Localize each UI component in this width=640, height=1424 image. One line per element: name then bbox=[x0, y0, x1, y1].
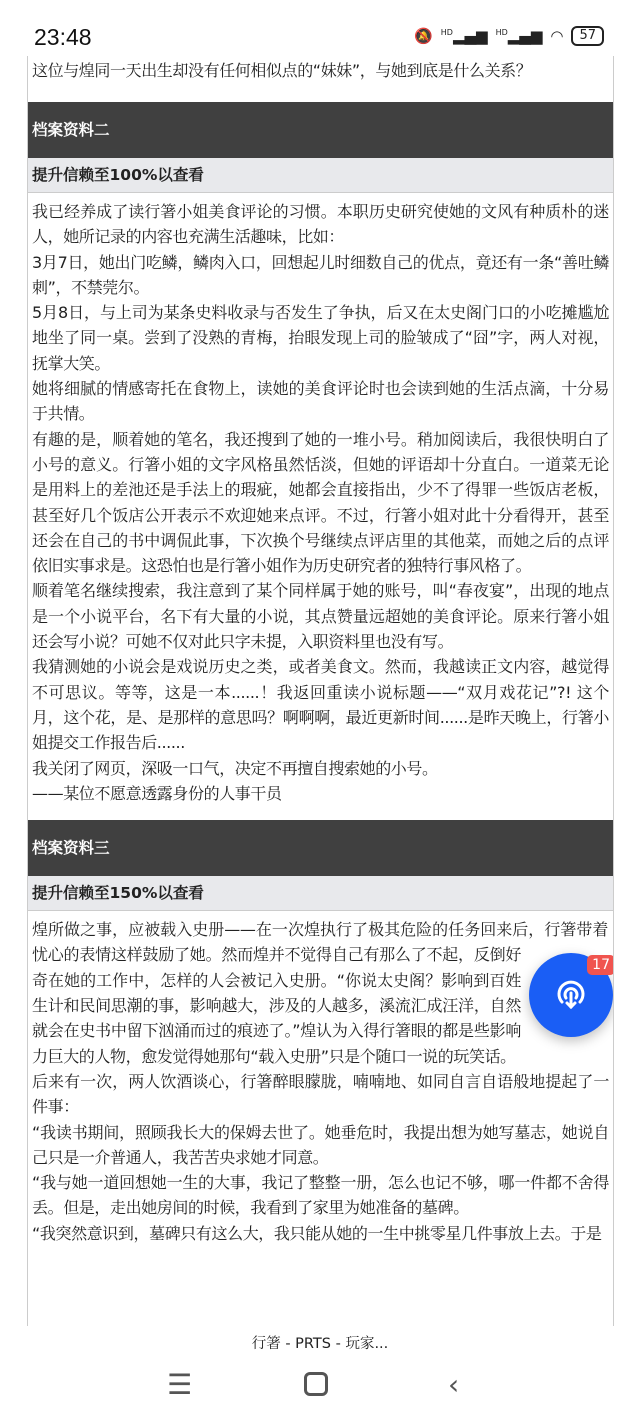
paragraph: 顺着笔名继续搜索，我注意到了某个同样属于她的账号，叫“春夜宴”，出现的地点是一个小说平台，名下有大量的小说，其点赞量远超她的美食评论。原来行箸小姐还会写小说？可她不仅对此只字未提，入职资料里也没有写。 bbox=[32, 581, 609, 652]
wifi-icon: ◠ bbox=[550, 27, 564, 45]
article-content[interactable] bbox=[27, 56, 614, 1326]
unlock-condition: 提升信赖至100%以查看 bbox=[28, 158, 613, 193]
paragraph: 后来有一次，两人饮酒谈心，行箸醉眼朦胧，喃喃地、如同自言自语般地提起了一件事： bbox=[32, 1071, 609, 1117]
home-icon[interactable] bbox=[304, 1372, 328, 1396]
section-header: 档案资料三 bbox=[28, 820, 613, 876]
paragraph: 3月7日，她出门吃鳞，鳞肉入口，回想起儿时细数自己的优点，竟还有一条“善吐鳞刺”，不禁莞尔。 bbox=[32, 252, 609, 297]
battery-icon: 57 bbox=[571, 26, 604, 46]
paragraph: 我猜测她的小说会是戏说历史之类，或者美食文。然而，我越读正文内容，越觉得不可思议。等等，这是一本......！我返回重读小说标题——“双月戏花记”?! 这个月，这个花，是、是那样的意思吗？啊啊啊，最近更新时间......是昨天晚上，行箸小姐提交工作报告后...... bbox=[32, 657, 609, 753]
section-body bbox=[28, 911, 613, 1260]
menu-icon[interactable]: ☰ bbox=[167, 1368, 193, 1401]
navigation-bar bbox=[0, 1368, 640, 1408]
paragraph: “我与她一道回想她一生的大事，我记了整整一册，怎么也记不够，哪一件都不舍得丢。但是，走出她房间的时候，我看到了家里为她准备的墓碑。 bbox=[32, 1173, 609, 1218]
page-title-bar[interactable]: 行箸 - PRTS - 玩家... bbox=[251, 1336, 389, 1352]
paragraph: 我已经养成了读行箸小姐美食评论的习惯。本职历史研究使她的文风有种质朴的迷人，她所记录的内容也充满生活趣味，比如： bbox=[32, 202, 609, 247]
mute-icon: 🔕 bbox=[414, 27, 433, 45]
paragraph: 5月8日，与上司为某条史料收录与否发生了争执，后又在太史阁门口的小吃摊尴尬地坐了同一桌。尝到了没熟的青梅，抬眼发现上司的脸皱成了“囧”字，两人对视，抚掌大笑。 bbox=[32, 303, 609, 373]
signal-icon-2: $^{HD}$▂▄▆ bbox=[495, 27, 543, 45]
section-profile-2 bbox=[28, 102, 613, 820]
paragraph: 煌所做之事，应被载入史册——在一次煌执行了极其危险的任务回来后，行箸带着忧心的表情这样鼓励了她。然而煌并不觉得自己有那么了不起，反倒好奇在她的工作中，怎样的人会被记入史册。“你说太史阁？影响到百姓生计和民间思潮的事，影响越大，涉及的人越多，溪流汇成汪洋，自然就会在史书中留下汹涌而过的痕迹了。”煌认为入得行箸眼的都是些影响力巨大的人物，愈发觉得她那句“载入史册”只是个随口一说的玩笑话。 bbox=[32, 920, 608, 1066]
back-icon[interactable]: ‹ bbox=[448, 1368, 460, 1401]
paragraph: “我突然意识到，墓碑只有这么大，我只能从她的一生中挑零星几件事放上去。于是 bbox=[32, 1223, 602, 1243]
paragraph: 我关闭了网页，深吸一口气，决定不再擅自搜索她的小号。 bbox=[32, 758, 438, 778]
status-bar bbox=[0, 0, 640, 56]
clock: 23:48 bbox=[34, 24, 92, 50]
paragraph: ——某位不愿意透露身份的人事干员 bbox=[32, 783, 282, 803]
paragraph: 她将细腻的情感寄托在食物上，读她的美食评论时也会读到她的生活点滴，十分易于共情。 bbox=[32, 379, 609, 424]
signal-icon: $^{HD}$▂▄▆ bbox=[440, 27, 488, 45]
notification-badge: 17 bbox=[587, 955, 614, 975]
float-spacer bbox=[608, 917, 609, 953]
floating-podcast-button[interactable] bbox=[529, 953, 613, 1037]
status-icons bbox=[414, 26, 604, 46]
paragraph: 有趣的是，顺着她的笔名，我还搜到了她的一堆小号。稍加阅读后，我很快明白了小号的意义。行箸小姐的文字风格虽然恬淡，但她的评语却十分直白。一道菜无论是用料上的差池还是手法上的瑕疵，她都会直接指出，少不了得罪一些饭店老板，甚至好几个饭店公开表示不欢迎她来点评。不过，行箸小姐对此十分看得开，甚至还会在自己的书中调侃此事，下次换个号继续点评店里的其他菜，而她之后的点评依旧实事求是。这恐怕也是行箸小姐作为历史研究者的独特行事风格了。 bbox=[32, 429, 609, 576]
podcast-icon bbox=[551, 975, 591, 1015]
intro-text: 这位与煌同一天出生却没有任何相似点的“妹妹”，与她到底是什么关系？ bbox=[32, 61, 532, 80]
unlock-condition: 提升信赖至150%以查看 bbox=[28, 876, 613, 911]
paragraph: “我读书期间，照顾我长大的保姆去世了。她垂危时，我提出想为她写墓志，她说自己只是一介普通人，我苦苦央求她才同意。 bbox=[32, 1122, 609, 1167]
section-profile-3 bbox=[28, 820, 613, 1260]
section-body bbox=[28, 193, 613, 820]
section-header: 档案资料二 bbox=[28, 102, 613, 158]
